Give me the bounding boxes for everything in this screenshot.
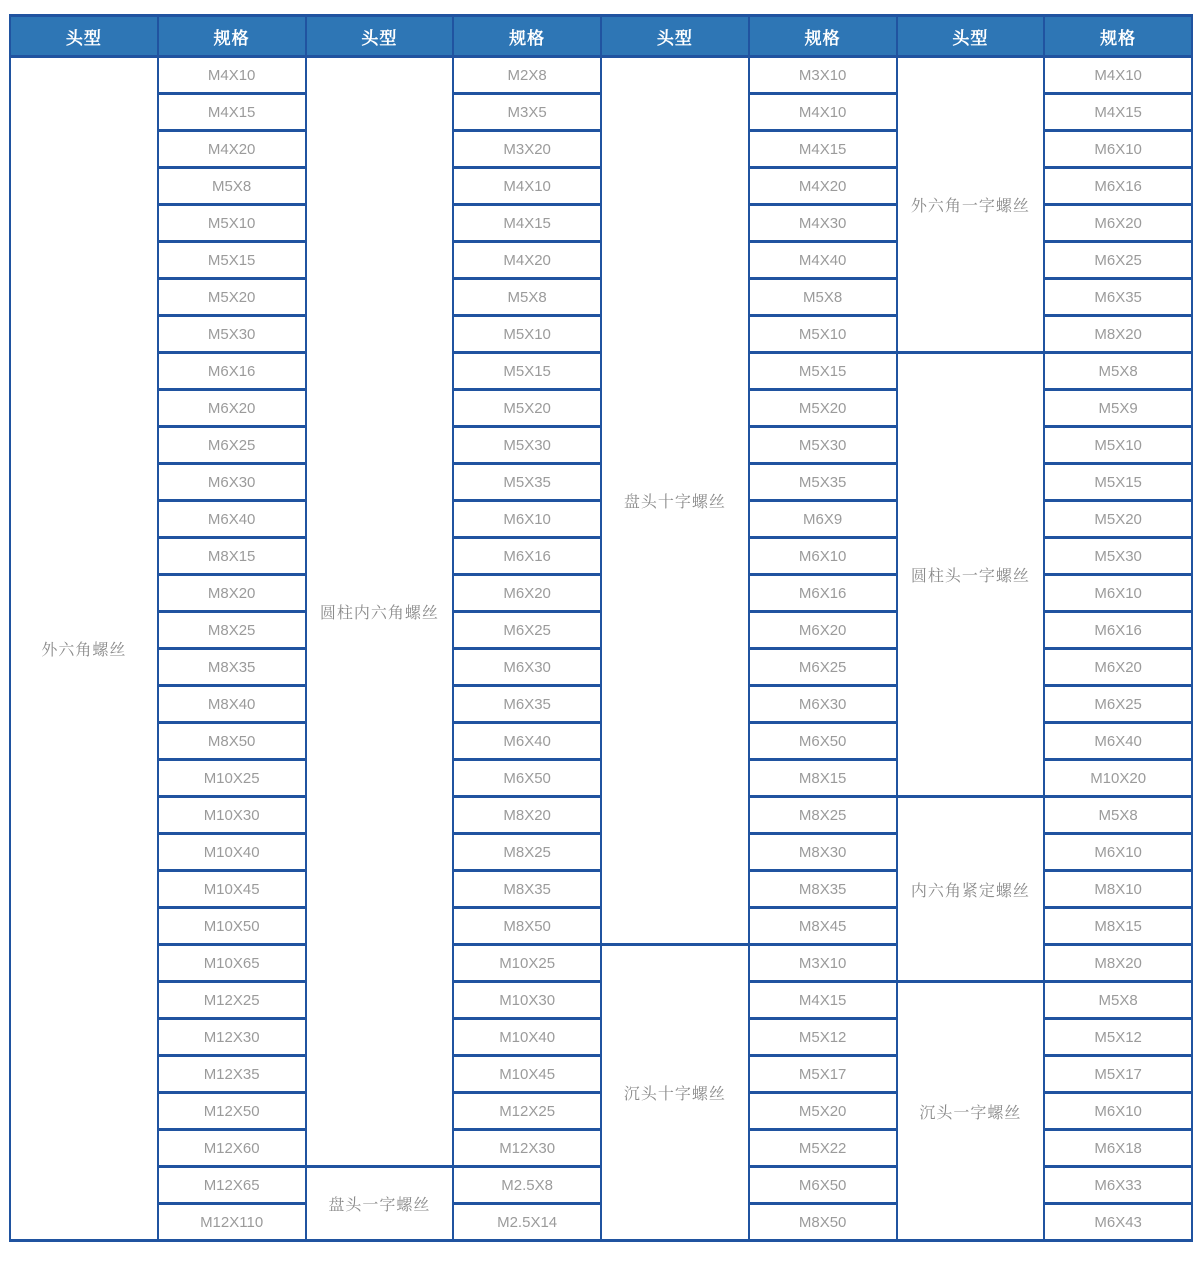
spec-cell: M4X10 (453, 168, 601, 205)
spec-cell: M5X35 (749, 464, 897, 501)
spec-cell: M6X20 (1044, 205, 1192, 242)
spec-cell: M12X60 (158, 1130, 306, 1167)
spec-cell: M5X30 (1044, 538, 1192, 575)
column-header-spec: 规格 (453, 16, 601, 57)
spec-cell: M10X30 (453, 982, 601, 1019)
spec-cell: M5X20 (1044, 501, 1192, 538)
spec-cell: M6X10 (453, 501, 601, 538)
spec-cell: M6X25 (1044, 242, 1192, 279)
spec-cell: M3X10 (749, 945, 897, 982)
spec-cell: M10X50 (158, 908, 306, 945)
spec-cell: M6X43 (1044, 1204, 1192, 1241)
spec-cell: M6X25 (749, 649, 897, 686)
spec-cell: M12X35 (158, 1056, 306, 1093)
spec-cell: M6X20 (158, 390, 306, 427)
spec-cell: M5X15 (1044, 464, 1192, 501)
spec-cell: M5X15 (453, 353, 601, 390)
spec-cell: M6X20 (1044, 649, 1192, 686)
spec-cell: M4X15 (453, 205, 601, 242)
spec-cell: M10X20 (1044, 760, 1192, 797)
spec-cell: M5X12 (1044, 1019, 1192, 1056)
spec-cell: M5X15 (158, 242, 306, 279)
spec-cell: M3X5 (453, 94, 601, 131)
spec-cell: M10X25 (158, 760, 306, 797)
spec-cell: M5X20 (453, 390, 601, 427)
spec-cell: M12X30 (158, 1019, 306, 1056)
spec-cell: M5X12 (749, 1019, 897, 1056)
spec-cell: M8X15 (158, 538, 306, 575)
spec-cell: M5X9 (1044, 390, 1192, 427)
spec-cell: M5X30 (158, 316, 306, 353)
spec-cell: M6X35 (1044, 279, 1192, 316)
spec-cell: M6X30 (749, 686, 897, 723)
spec-cell: M6X50 (749, 723, 897, 760)
spec-cell: M5X10 (1044, 427, 1192, 464)
spec-cell: M5X20 (749, 390, 897, 427)
spec-cell: M8X35 (158, 649, 306, 686)
spec-cell: M5X10 (453, 316, 601, 353)
head-type-cell: 圆柱内六角螺丝 (306, 57, 454, 1167)
spec-cell: M6X16 (453, 538, 601, 575)
spec-cell: M8X25 (453, 834, 601, 871)
spec-cell: M8X40 (158, 686, 306, 723)
spec-cell: M8X10 (1044, 871, 1192, 908)
column-header-head-type: 头型 (601, 16, 749, 57)
spec-cell: M10X45 (158, 871, 306, 908)
spec-cell: M10X40 (158, 834, 306, 871)
spec-cell: M12X65 (158, 1167, 306, 1204)
head-type-cell: 沉头一字螺丝 (897, 982, 1045, 1241)
spec-cell: M8X15 (749, 760, 897, 797)
head-type-cell: 圆柱头一字螺丝 (897, 353, 1045, 797)
spec-cell: M10X45 (453, 1056, 601, 1093)
spec-cell: M12X25 (158, 982, 306, 1019)
spec-cell: M8X20 (453, 797, 601, 834)
spec-cell: M10X40 (453, 1019, 601, 1056)
spec-cell: M5X15 (749, 353, 897, 390)
spec-cell: M6X18 (1044, 1130, 1192, 1167)
head-type-cell: 盘头一字螺丝 (306, 1167, 454, 1241)
spec-cell: M5X8 (1044, 982, 1192, 1019)
spec-cell: M4X20 (453, 242, 601, 279)
spec-cell: M4X15 (749, 982, 897, 1019)
spec-cell: M6X40 (1044, 723, 1192, 760)
head-type-cell: 外六角一字螺丝 (897, 57, 1045, 353)
spec-cell: M8X25 (749, 797, 897, 834)
spec-cell: M6X20 (453, 575, 601, 612)
head-type-cell: 盘头十字螺丝 (601, 57, 749, 945)
spec-cell: M8X45 (749, 908, 897, 945)
spec-cell: M4X10 (158, 57, 306, 94)
spec-cell: M2X8 (453, 57, 601, 94)
spec-cell: M6X16 (749, 575, 897, 612)
spec-cell: M6X33 (1044, 1167, 1192, 1204)
spec-cell: M5X20 (158, 279, 306, 316)
spec-cell: M5X35 (453, 464, 601, 501)
column-header-spec: 规格 (749, 16, 897, 57)
spec-cell: M6X16 (158, 353, 306, 390)
spec-cell: M8X20 (1044, 945, 1192, 982)
spec-cell: M5X8 (1044, 353, 1192, 390)
spec-cell: M2.5X8 (453, 1167, 601, 1204)
spec-cell: M5X17 (1044, 1056, 1192, 1093)
spec-cell: M5X8 (158, 168, 306, 205)
spec-cell: M5X8 (749, 279, 897, 316)
spec-cell: M5X8 (453, 279, 601, 316)
spec-cell: M5X30 (749, 427, 897, 464)
spec-cell: M2.5X14 (453, 1204, 601, 1241)
spec-cell: M4X30 (749, 205, 897, 242)
header-row (10, 16, 1192, 57)
spec-cell: M6X25 (158, 427, 306, 464)
column-header-head-type: 头型 (306, 16, 454, 57)
table-row (10, 57, 1192, 94)
spec-cell: M12X110 (158, 1204, 306, 1241)
spec-cell: M6X25 (1044, 686, 1192, 723)
spec-cell: M8X25 (158, 612, 306, 649)
spec-cell: M8X20 (1044, 316, 1192, 353)
spec-cell: M10X65 (158, 945, 306, 982)
spec-cell: M10X30 (158, 797, 306, 834)
spec-cell: M4X15 (1044, 94, 1192, 131)
screw-spec-table (9, 14, 1193, 1242)
spec-cell: M5X17 (749, 1056, 897, 1093)
spec-cell: M6X50 (749, 1167, 897, 1204)
column-header-head-type: 头型 (897, 16, 1045, 57)
spec-cell: M8X20 (158, 575, 306, 612)
column-header-spec: 规格 (158, 16, 306, 57)
spec-cell: M5X8 (1044, 797, 1192, 834)
spec-cell: M6X10 (1044, 131, 1192, 168)
spec-cell: M5X22 (749, 1130, 897, 1167)
spec-cell: M3X20 (453, 131, 601, 168)
spec-cell: M6X20 (749, 612, 897, 649)
head-type-cell: 内六角紧定螺丝 (897, 797, 1045, 982)
spec-cell: M5X10 (749, 316, 897, 353)
spec-cell: M4X10 (749, 94, 897, 131)
spec-cell: M6X10 (1044, 575, 1192, 612)
column-header-spec: 规格 (1044, 16, 1192, 57)
spec-cell: M4X20 (158, 131, 306, 168)
spec-cell: M4X15 (158, 94, 306, 131)
spec-cell: M12X30 (453, 1130, 601, 1167)
spec-cell: M12X25 (453, 1093, 601, 1130)
spec-cell: M8X35 (453, 871, 601, 908)
spec-cell: M6X10 (1044, 834, 1192, 871)
table-body (10, 57, 1192, 1241)
spec-cell: M6X35 (453, 686, 601, 723)
spec-cell: M6X50 (453, 760, 601, 797)
spec-cell: M6X40 (158, 501, 306, 538)
spec-cell: M6X30 (453, 649, 601, 686)
spec-cell: M8X50 (453, 908, 601, 945)
spec-cell: M6X10 (749, 538, 897, 575)
spec-cell: M5X20 (749, 1093, 897, 1130)
spec-cell: M8X15 (1044, 908, 1192, 945)
spec-cell: M6X25 (453, 612, 601, 649)
spec-cell: M6X10 (1044, 1093, 1192, 1130)
spec-cell: M6X16 (1044, 612, 1192, 649)
table-header (10, 16, 1192, 57)
column-header-head-type: 头型 (10, 16, 158, 57)
spec-cell: M4X20 (749, 168, 897, 205)
spec-cell: M4X15 (749, 131, 897, 168)
spec-cell: M8X50 (749, 1204, 897, 1241)
spec-cell: M6X40 (453, 723, 601, 760)
spec-cell: M5X30 (453, 427, 601, 464)
spec-cell: M5X10 (158, 205, 306, 242)
spec-cell: M12X50 (158, 1093, 306, 1130)
spec-cell: M3X10 (749, 57, 897, 94)
spec-cell: M10X25 (453, 945, 601, 982)
spec-cell: M6X16 (1044, 168, 1192, 205)
spec-cell: M8X50 (158, 723, 306, 760)
spec-cell: M4X40 (749, 242, 897, 279)
spec-cell: M6X9 (749, 501, 897, 538)
spec-cell: M8X30 (749, 834, 897, 871)
spec-cell: M6X30 (158, 464, 306, 501)
head-type-cell: 外六角螺丝 (10, 57, 158, 1241)
spec-cell: M8X35 (749, 871, 897, 908)
spec-cell: M4X10 (1044, 57, 1192, 94)
head-type-cell: 沉头十字螺丝 (601, 945, 749, 1241)
